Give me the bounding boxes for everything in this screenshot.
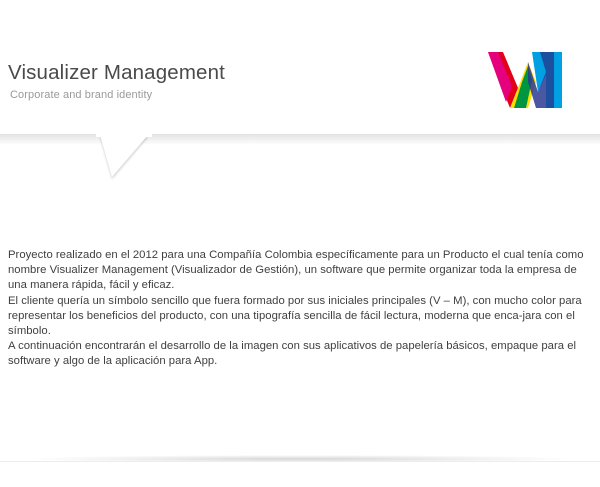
header-text-group — [8, 62, 225, 101]
paragraph: A continuación encontrarán el desarrollo de la imagen con sus aplicativos de papelería básicos, empaque para el software y algo de la aplicación para App. — [8, 340, 577, 368]
body-copy — [8, 248, 586, 370]
visualizer-management-logo — [488, 52, 562, 112]
speech-bubble-tail — [100, 135, 148, 177]
page-bottom-fold — [0, 461, 600, 487]
header-drop-shadow — [0, 135, 600, 145]
paragraph: El cliente quería un símbolo sencillo que fuera formado por sus iniciales principales (V – M), con mucho color para representar los beneficios del producto, con una tipografía sencilla de fácil lectura, moderna que enca-jara con el símbolo. — [8, 294, 582, 338]
paragraph: Proyecto realizado en el 2012 para una Compañía Colombia específicamente para un Producto el cual tenía como nombre Visualizer Management (Visualizador de Gestión), un software que permite organizar toda la empresa de una manera rápida, fácil y eficaz. — [8, 249, 584, 292]
page-title: Visualizer Management — [8, 61, 225, 84]
speech-bubble-tail-joint — [96, 130, 152, 137]
header-band — [0, 0, 600, 135]
page-subtitle: Corporate and brand identity — [10, 88, 153, 101]
